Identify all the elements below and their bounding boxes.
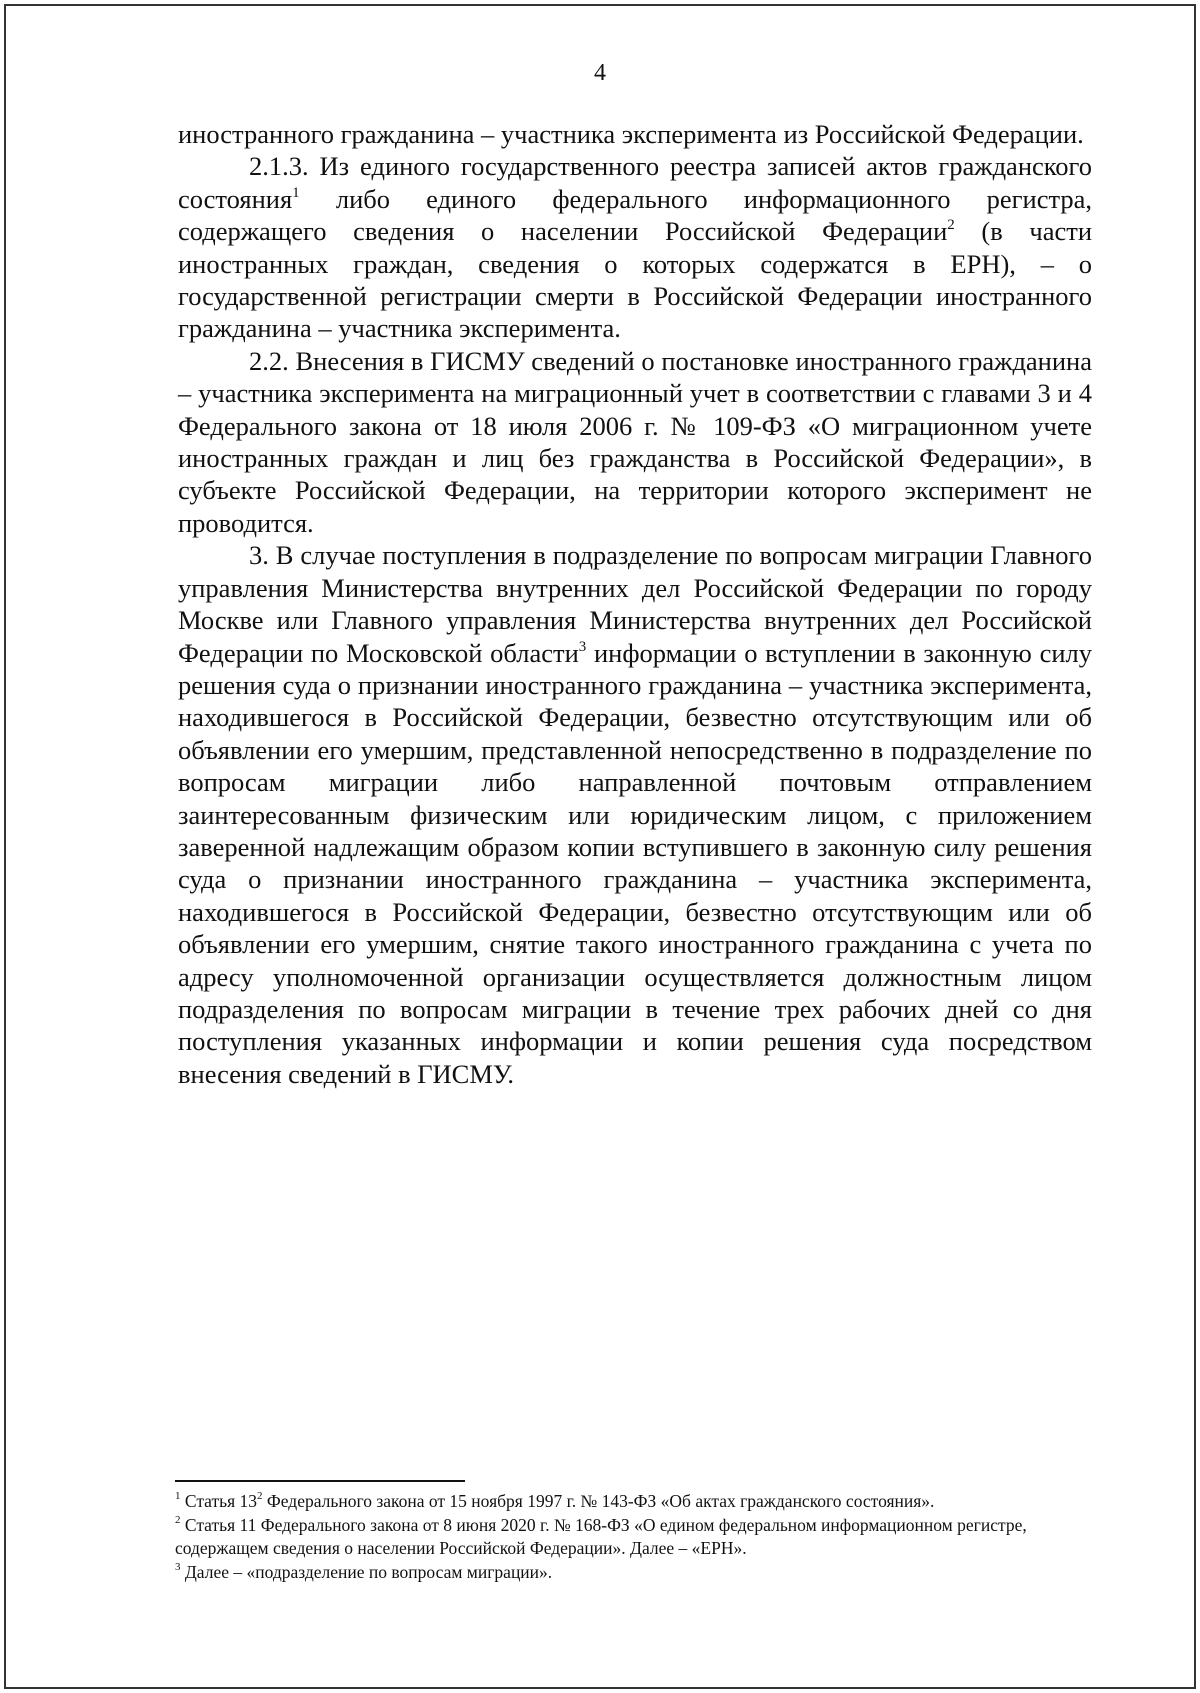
footnote-mark-2: 2 bbox=[175, 1513, 181, 1526]
footnote-2: $^2$ Статья 11 Федерального закона от 8 июня 2020 г. № 168-ФЗ «О едином федеральном информационном регистре, содержащем сведения о населении Российской Федерации». Далее – «ЕРН». bbox=[175, 1513, 1027, 1558]
footnotes bbox=[175, 1490, 1093, 1584]
paragraph-continuation: иностранного гражданина – участника эксперимента из Российской Федерации. bbox=[178, 119, 1084, 149]
page-number: 4 bbox=[594, 60, 606, 86]
paragraph-3: 3. В случае поступления в подразделение по вопросам миграции Главного управления Министерства внутренних дел Российской Федерации по городу Москве или Главного управления Министерства внутренних дел Российской Федерации по Московской области$^3$ информации о вступлении в законную силу решения суда о признании иностранного гражданина – участника эксперимента, находившегося в Российской Федерации, безвестно отсутствующим или об объявлении его умершим, представленной непосредственно в подразделение по вопросам миграции либо направленной почтовым отправлением заинтересованным физическим или юридическим лицом, с приложением заверенной надлежащим образом копии вступившего в законную силу решения суда о признании иностранного гражданина – участника эксперимента, находившегося в Российской Федерации, безвестно отсутствующим или об объявлении его умершим, снятие такого иностранного гражданина с учета по адресу уполномоченной организации осуществляется должностным лицом подразделения по вопросам миграции в течение трех рабочих дней со дня поступления указанных информации и копии решения суда посредством внесения сведений в ГИСМУ. bbox=[178, 540, 1092, 1089]
footnote-mark-3: 3 bbox=[175, 1560, 181, 1573]
footnote-1-superscript: 2 bbox=[257, 1490, 263, 1502]
footnote-1: $^1$ Статья $13^2$ Федерального закона от 15 ноября 1997 г. № 143-ФЗ «Об актах гражданского состояния». bbox=[175, 1490, 935, 1511]
paragraph-2-1-3: 2.1.3. Из единого государственного реестра записей актов гражданского состояния$^1$ либо единого федерального информационного регистра, содержащего сведения о населении Российской Федерации$^2$ (в части иностранных граждан, сведения о которых содержатся в ЕРН), – о государственной регистрации смерти в Российской Федерации иностранного гражданина – участника эксперимента. bbox=[178, 151, 1093, 344]
paragraph-2-2: 2.2. Внесения в ГИСМУ сведений о постановке иностранного гражданина – участника эксперимента на миграционный учет в соответствии с главами 3 и 4 Федерального закона от 18 июля 2006 г. № 109-ФЗ «О миграционном учете иностранных граждан и лиц без гражданства в Российской Федерации», в субъекте Российской Федерации, на территории которого эксперимент не проводится. bbox=[178, 345, 1092, 538]
footnote-mark-1: 1 bbox=[175, 1490, 181, 1502]
footnote-ref-3[interactable]: 3 bbox=[578, 638, 587, 655]
footnote-separator bbox=[175, 1480, 465, 1482]
footnote-3: $^3$ Далее – «подразделение по вопросам миграции». bbox=[175, 1560, 553, 1582]
document-body bbox=[178, 118, 1092, 1090]
footnote-ref-2[interactable]: 2 bbox=[947, 217, 955, 234]
footnote-ref-1[interactable]: 1 bbox=[292, 184, 300, 201]
